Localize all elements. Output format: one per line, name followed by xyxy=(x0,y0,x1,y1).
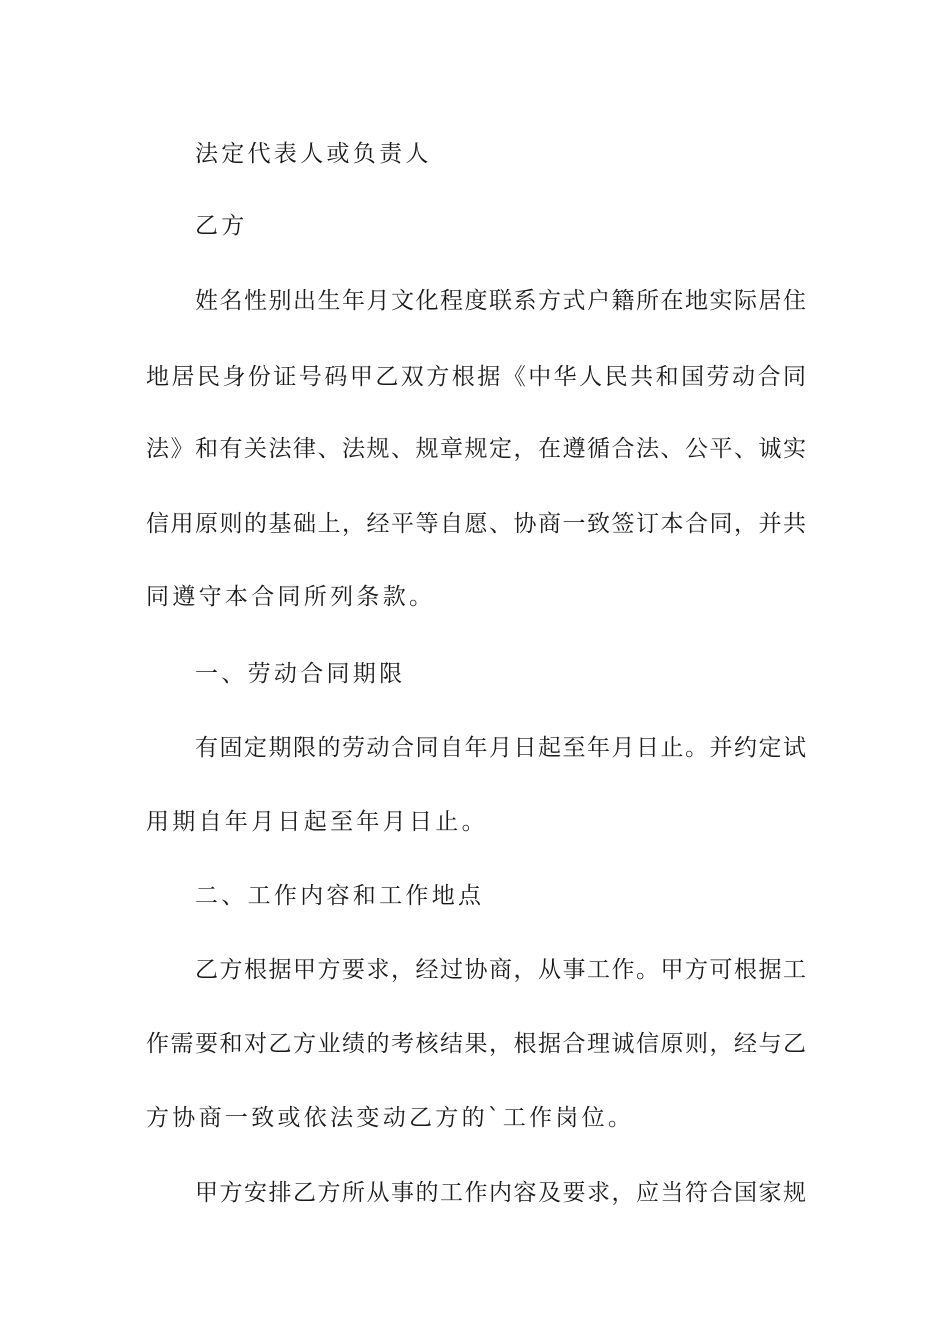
text-line-paragraph-1: 姓名性别出生年月文化程度联系方式户籍所在地实际居住 xyxy=(195,288,806,314)
text-line-paragraph-3: 方协商一致或依法变动乙方的`工作岗位。 xyxy=(146,1105,635,1131)
section-heading-contract-term: 一、劳动合同期限 xyxy=(195,661,406,687)
section-heading-work-content: 二、工作内容和工作地点 xyxy=(195,883,485,909)
text-line-paragraph-2: 有固定期限的劳动合同自年月日起至年月日止。并约定试 xyxy=(195,735,806,761)
text-line-party-b: 乙方 xyxy=(195,213,248,239)
text-line-paragraph-1: 同遵守本合同所列条款。 xyxy=(146,584,436,610)
text-line-paragraph-1: 地居民身份证号码甲乙双方根据《中华人民共和国劳动合同 xyxy=(146,364,806,390)
text-line-paragraph-2: 用期自年月日起至年月日止。 xyxy=(146,809,488,835)
text-line-paragraph-1: 法》和有关法律、法规、规章规定，在遵循合法、公平、诚实 xyxy=(146,436,806,462)
text-line-legal-representative: 法定代表人或负责人 xyxy=(195,141,432,167)
text-line-paragraph-1: 信用原则的基础上，经平等自愿、协商一致签订本合同，并共 xyxy=(146,511,806,537)
text-line-paragraph-4: 甲方安排乙方所从事的工作内容及要求，应当符合国家规 xyxy=(195,1180,806,1206)
text-line-paragraph-3: 作需要和对乙方业绩的考核结果，根据合理诚信原则，经与乙 xyxy=(146,1031,806,1057)
text-line-paragraph-3: 乙方根据甲方要求，经过协商，从事工作。甲方可根据工 xyxy=(195,957,806,983)
